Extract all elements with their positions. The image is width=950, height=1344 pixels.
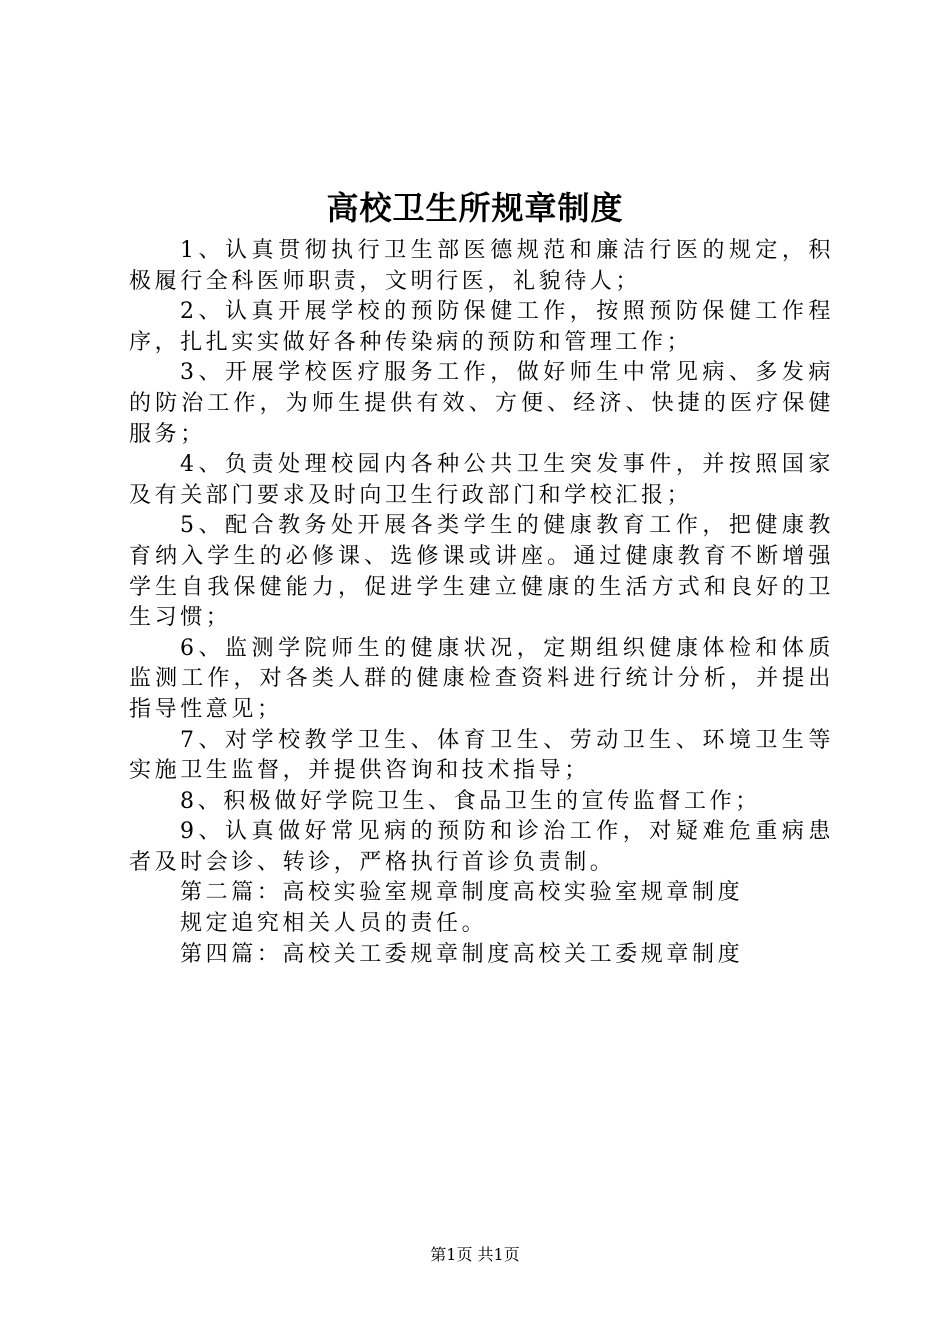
section-heading-4: 第四篇：高校关工委规章制度高校关工委规章制度 bbox=[180, 941, 744, 967]
paragraph-9: 9、认真做好常见病的预防和诊治工作，对疑难危重病患者及时会诊、转诊，严格执行首诊负责制。 bbox=[129, 819, 834, 875]
paragraph-3: 3、开展学校医疗服务工作，做好师生中常见病、多发病的防治工作，为师生提供有效、方便、经济、快捷的医疗保健服务； bbox=[129, 360, 834, 447]
document-body bbox=[129, 236, 834, 970]
page-footer: 第1页 共1页 bbox=[430, 1245, 520, 1264]
paragraph-1: 1、认真贯彻执行卫生部医德规范和廉洁行医的规定，积极履行全科医师职责，文明行医，礼貌待人； bbox=[129, 238, 834, 294]
paragraph-8: 8、积极做好学院卫生、食品卫生的宣传监督工作； bbox=[180, 788, 761, 814]
paragraph-6: 6、监测学院师生的健康状况，定期组织健康体检和体质监测工作，对各类人群的健康检查资料进行统计分析，并提出指导性意见； bbox=[129, 635, 834, 722]
paragraph-responsibility: 规定追究相关人员的责任。 bbox=[180, 911, 488, 937]
paragraph-2: 2、认真开展学校的预防保健工作，按照预防保健工作程序，扎扎实实做好各种传染病的预防和管理工作； bbox=[129, 299, 834, 355]
paragraph-4: 4、负责处理校园内各种公共卫生突发事件，并按照国家及有关部门要求及时向卫生行政部门和学校汇报； bbox=[129, 452, 834, 508]
paragraph-7: 7、对学校教学卫生、体育卫生、劳动卫生、环境卫生等实施卫生监督，并提供咨询和技术指导； bbox=[129, 727, 834, 784]
document-title: 高校卫生所规章制度 bbox=[326, 189, 624, 227]
section-heading-2: 第二篇：高校实验室规章制度高校实验室规章制度 bbox=[180, 880, 744, 906]
paragraph-5: 5、配合教务处开展各类学生的健康教育工作，把健康教育纳入学生的必修课、选修课或讲座。通过健康教育不断增强学生自我保健能力，促进学生建立健康的生活方式和良好的卫生习惯； bbox=[129, 513, 834, 631]
